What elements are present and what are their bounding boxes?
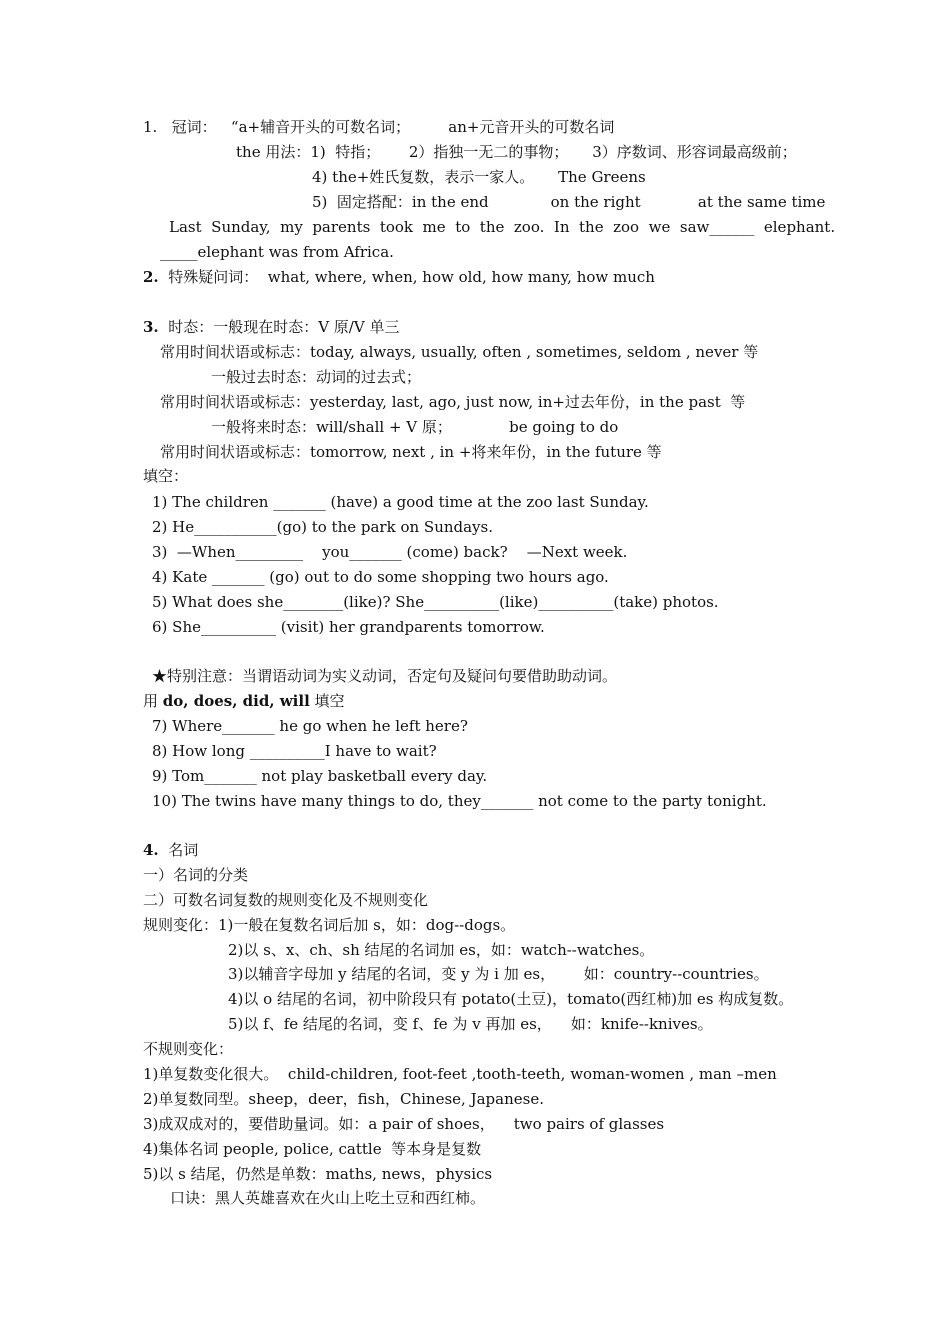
exercise-2: 2) He___________(go) to the park on Sundays. — [152, 518, 494, 536]
the-usage-family: 4) the+姓氏复数，表示一家人。 The Greens — [312, 168, 646, 186]
past-tense: 一般过去时态：动词的过去式； — [211, 368, 422, 386]
section-text: 特殊疑问词： what, where, when, how old, how many, how much — [158, 268, 655, 286]
the-usage-fixed: 5) 固定搭配：in the end on the right at the same time — [312, 193, 826, 211]
instruction-prefix: 用 — [143, 692, 163, 710]
regular-rule-1: 规则变化：1)一般在复数名词后加 s，如：dog--dogs。 — [143, 916, 516, 934]
section-4-heading — [143, 843, 198, 858]
future-markers: 常用时间状语或标志：tomorrow, next , in +将来年份，in the future 等 — [160, 443, 662, 461]
article-exercise: Last Sunday, my parents took me to the zoo. In the zoo we saw______ elephant. — [169, 218, 836, 236]
auxiliary-words: do, does, did, will — [162, 692, 310, 710]
mnemonic: 口诀：黑人英雄喜欢在火山上吃土豆和西红柿。 — [170, 1189, 486, 1207]
section-3-heading — [143, 320, 399, 335]
past-markers: 常用时间状语或标志：yesterday, last, ago, just now, in+过去年份，in the past 等 — [160, 393, 746, 411]
irregular-3: 3)成双成对的，要借助量词。如：a pair of shoes， two pairs of glasses — [143, 1115, 665, 1133]
exercise-9: 9) Tom_______ not play basketball every day. — [152, 767, 488, 785]
special-note: ★特别注意：当谓语动词为实义动词，否定句及疑问句要借助助动词。 — [152, 667, 618, 685]
regular-rule-2: 2)以 s、x、ch、sh 结尾的名词加 es，如：watch--watches。 — [228, 941, 655, 959]
present-markers: 常用时间状语或标志：today, always, usually, often , sometimes, seldom , never 等 — [160, 343, 759, 361]
exercise-1: 1) The children _______ (have) a good time at the zoo last Sunday. — [152, 493, 649, 511]
auxiliary-instruction — [143, 694, 345, 709]
the-usage-line: the 用法：1) 特指； 2）指独一无二的事物； 3）序数词、形容词最高级前； — [236, 143, 797, 161]
exercise-10: 10) The twins have many things to do, they_______ not come to the party tonight. — [152, 792, 767, 810]
exercise-3: 3) —When_________ you_______ (come) back? —Next week. — [152, 543, 628, 561]
irregular-heading: 不规则变化： — [143, 1040, 234, 1058]
future-tense: 一般将来时态：will/shall + V 原； be going to do — [211, 418, 619, 436]
article-exercise-cont: _____elephant was from Africa. — [160, 243, 394, 261]
exercise-4: 4) Kate _______ (go) out to do some shopping two hours ago. — [152, 568, 609, 586]
section-text: 时态：一般现在时态：V 原/V 单三 — [158, 318, 400, 336]
section-number: 3. — [143, 318, 159, 336]
section-number: 2. — [143, 268, 159, 286]
plural-forms-heading: 二）可数名词复数的规则变化及不规则变化 — [143, 891, 429, 909]
irregular-5: 5)以 s 结尾，仍然是单数：maths, news，physics — [143, 1165, 493, 1183]
section-text: 名词 — [158, 841, 199, 859]
regular-rule-5: 5)以 f、fe 结尾的名词，变 f、fe 为 v 再加 es， 如：knife--knives。 — [228, 1015, 713, 1033]
instruction-suffix: 填空 — [309, 692, 345, 710]
irregular-1: 1)单复数变化很大。 child-children, foot-feet ,tooth-teeth, woman-women , man –men — [143, 1065, 777, 1083]
irregular-4: 4)集体名词 people, police, cattle 等本身是复数 — [143, 1140, 482, 1158]
noun-classification: 一）名词的分类 — [143, 866, 249, 884]
section-1-articles: 1. 冠词： “a+辅音开头的可数名词； an+元音开头的可数名词 — [143, 118, 615, 136]
exercise-7: 7) Where_______ he go when he left here? — [152, 717, 468, 735]
exercise-6: 6) She__________ (visit) her grandparents tomorrow. — [152, 618, 545, 636]
exercise-5: 5) What does she________(like)? She__________(like)__________(take) photos. — [152, 593, 719, 611]
regular-rule-4: 4)以 o 结尾的名词，初中阶段只有 potato(土豆)，tomato(西红柿)加 es 构成复数。 — [228, 990, 794, 1008]
irregular-2: 2)单复数同型。sheep，deer，fish，Chinese, Japanese. — [143, 1090, 544, 1108]
regular-rule-3: 3)以辅音字母加 y 结尾的名词，变 y 为 i 加 es， 如：country--countries。 — [228, 965, 769, 983]
fill-in-label: 填空： — [143, 467, 189, 485]
exercise-8: 8) How long __________I have to wait? — [152, 742, 437, 760]
section-2-heading — [143, 270, 655, 285]
section-number: 4. — [143, 841, 159, 859]
